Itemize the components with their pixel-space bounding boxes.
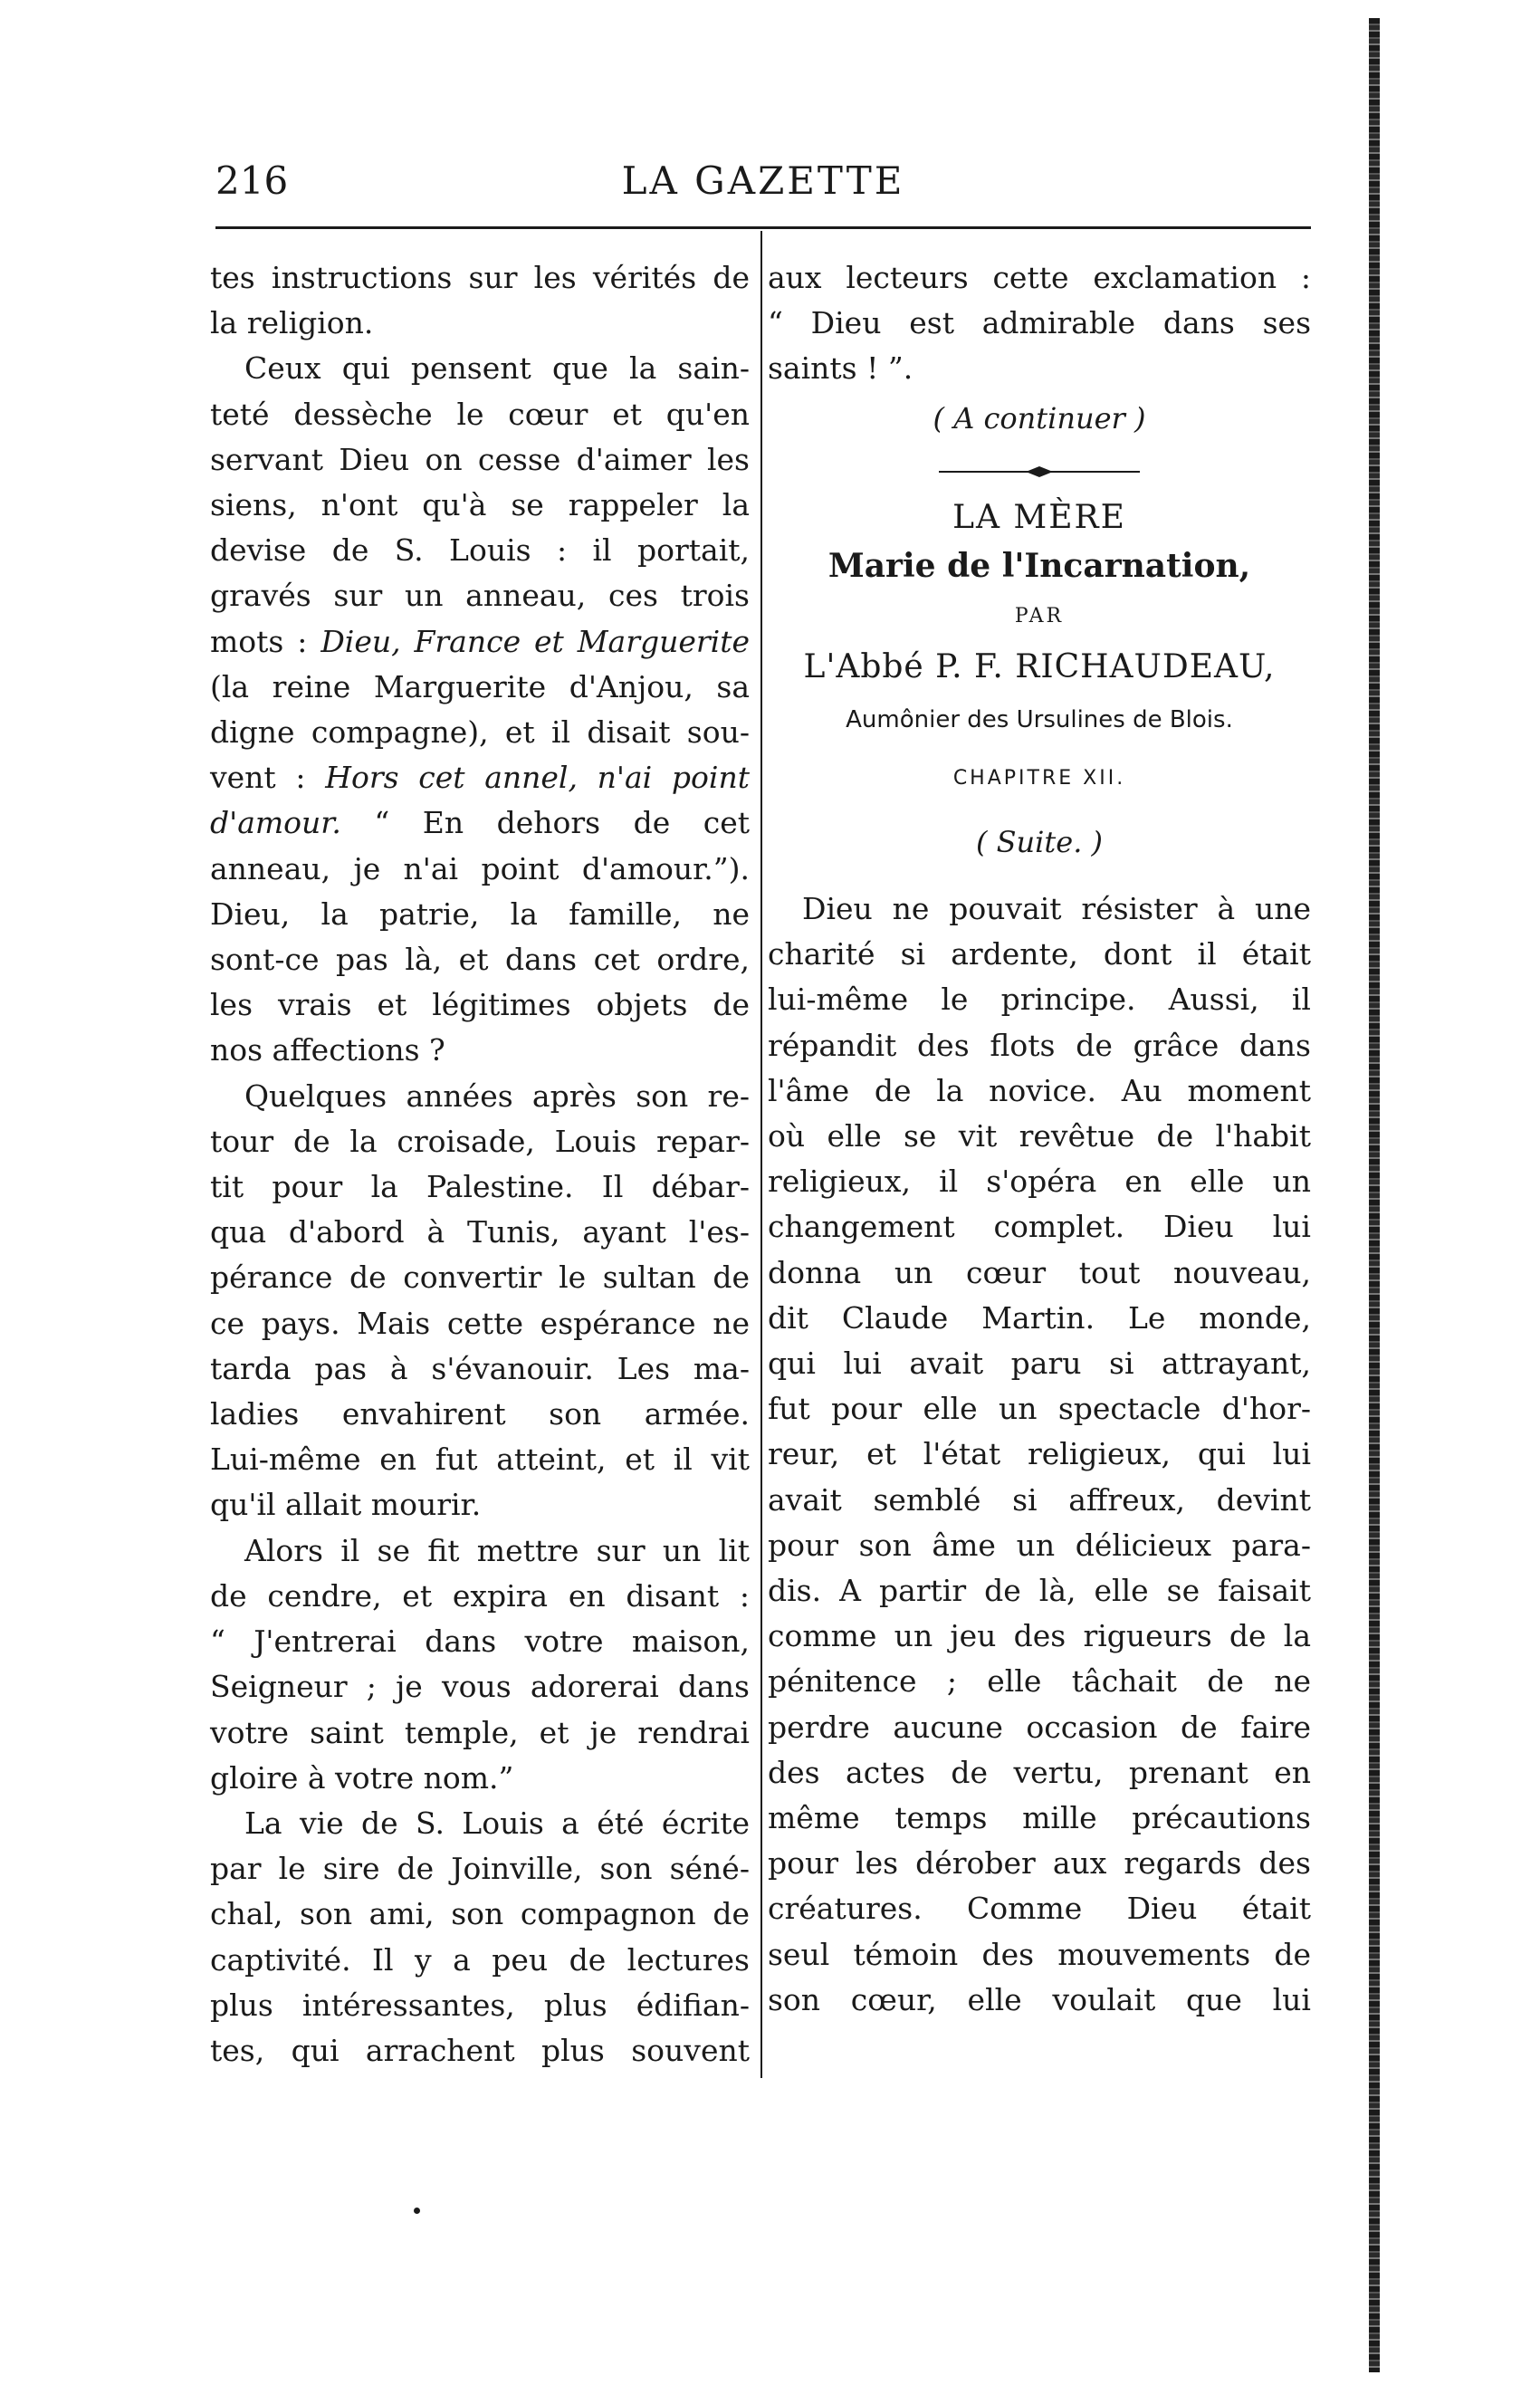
article-subtitle: Marie de l'Incarnation, xyxy=(827,547,1251,586)
text-line: siens, n'ont qu'à se rappeler la xyxy=(210,487,750,523)
text-line: répandit des flots de grâce dans xyxy=(768,1027,1311,1063)
running-title: LA GAZETTE xyxy=(621,158,905,203)
article-title: LA MÈRE xyxy=(952,498,1126,536)
text-line: qua d'abord à Tunis, ayant l'es- xyxy=(210,1214,750,1250)
chapter-heading: CHAPITRE XII. xyxy=(952,767,1126,790)
text-line: dis. A partir de là, elle se faisait xyxy=(768,1573,1311,1609)
text-line: fut pour elle un spectacle d'hor- xyxy=(768,1391,1311,1427)
text-run: mots : xyxy=(210,623,321,659)
text-line: reur, et l'état religieux, qui lui xyxy=(768,1436,1311,1472)
italic-motto: Dieu, France et Marguerite xyxy=(320,623,750,659)
page-edge-binding xyxy=(1369,18,1380,2372)
text-line: comme un jeu des rigueurs de la xyxy=(768,1618,1311,1654)
text-line: changement complet. Dieu lui xyxy=(768,1209,1311,1245)
text-line: tes instructions sur les vérités de xyxy=(210,260,750,295)
text-line: digne compagne), et il disait sou- xyxy=(210,714,750,751)
text-line: pénitence ; elle tâchait de ne xyxy=(768,1663,1311,1700)
text-line: Lui-même en fut atteint, et il vit xyxy=(210,1442,750,1478)
text-line: La vie de S. Louis a été écrite xyxy=(244,1805,750,1841)
right-column xyxy=(768,255,1311,2023)
par-label: PAR xyxy=(1014,605,1065,628)
italic-quote: d'amour. xyxy=(210,805,341,841)
text-line: des actes de vertu, prenant en xyxy=(768,1754,1311,1790)
continue-label: ( A continuer ) xyxy=(933,400,1146,436)
text-line: chal, son ami, son compagnon de xyxy=(210,1896,750,1932)
text-line: qu'il allait mourir. xyxy=(210,1487,482,1523)
text-line: gravés sur un anneau, ces trois xyxy=(210,578,750,614)
author-name: L'Abbé P. F. RICHAUDEAU, xyxy=(803,648,1276,686)
text-line: charité si ardente, dont il était xyxy=(768,936,1311,972)
text-line: Quelques années après son re- xyxy=(244,1078,750,1114)
author-role: Aumônier des Ursulines de Blois. xyxy=(846,706,1233,734)
ornament-rule xyxy=(935,454,1143,490)
text-line xyxy=(210,619,750,665)
text-line: qui lui avait paru si attrayant, xyxy=(768,1346,1311,1382)
text-line: nos affections ? xyxy=(210,1032,445,1068)
text-line: perdre aucune occasion de faire xyxy=(768,1709,1311,1745)
text-line: pérance de convertir le sultan de xyxy=(210,1260,750,1296)
text-line: servant Dieu on cesse d'aimer les xyxy=(210,441,750,477)
text-line: sont-ce pas là, et dans cet ordre, xyxy=(210,942,750,978)
text-line: l'âme de la novice. Au moment xyxy=(768,1072,1311,1108)
paragraph xyxy=(210,255,750,346)
text-line: même temps mille précautions xyxy=(768,1800,1311,1836)
text-line: Alors il se fit mettre sur un lit xyxy=(244,1532,750,1568)
page-number: 216 xyxy=(215,158,289,203)
paragraph xyxy=(210,1074,750,1528)
text-line: tour de la croisade, Louis repar- xyxy=(210,1123,750,1159)
left-column xyxy=(210,255,750,2074)
text-line: anneau, je n'ai point d'amour.”). xyxy=(210,850,750,886)
text-line: devise de S. Louis : il portait, xyxy=(210,532,750,569)
column-divider xyxy=(760,231,762,2078)
text-line: aux lecteurs cette exclamation : xyxy=(768,260,1311,295)
text-line xyxy=(210,755,750,800)
text-line: captivité. Il y a peu de lectures xyxy=(210,1941,750,1978)
italic-quote: Hors cet annel, n'ai point xyxy=(325,760,750,796)
text-line: Dieu, la patrie, la famille, ne xyxy=(210,896,750,932)
text-run: “ En dehors de cet xyxy=(340,805,750,841)
text-line: tit pour la Palestine. Il débar- xyxy=(210,1169,750,1205)
text-line: la religion. xyxy=(210,305,374,341)
paragraph xyxy=(210,1528,750,1801)
text-line: de cendre, et expira en disant : xyxy=(210,1577,750,1614)
text-line: tarda pas à s'évanouir. Les ma- xyxy=(210,1350,750,1386)
text-line: où elle se vit revêtue de l'habit xyxy=(768,1118,1311,1154)
text-line: Dieu ne pouvait résister à une xyxy=(802,891,1311,927)
text-line: teté dessèche le cœur et qu'en xyxy=(210,396,750,432)
suite-label: ( Suite. ) xyxy=(975,825,1104,860)
text-line: religieux, il s'opéra en elle un xyxy=(768,1164,1311,1200)
text-line: votre saint temple, et je rendrai xyxy=(210,1714,750,1750)
text-line: créatures. Comme Dieu était xyxy=(768,1891,1311,1927)
text-line: gloire à votre nom.” xyxy=(210,1759,514,1796)
text-line: ce pays. Mais cette espérance ne xyxy=(210,1305,750,1341)
text-line: les vrais et légitimes objets de xyxy=(210,987,750,1023)
text-line: pour son âme un délicieux para- xyxy=(768,1527,1311,1563)
print-speck xyxy=(414,2208,420,2214)
text-line: avait semblé si affreux, devint xyxy=(768,1481,1311,1518)
text-line: plus intéressantes, plus édifian- xyxy=(210,1987,750,2023)
text-line: tes, qui arrachent plus souvent xyxy=(210,2032,750,2068)
header-rule xyxy=(215,226,1311,229)
text-line: donna un cœur tout nouveau, xyxy=(768,1254,1311,1290)
text-line: seul témoin des mouvements de xyxy=(768,1936,1311,1972)
text-line: “ Dieu est admirable dans ses xyxy=(768,305,1311,341)
text-line: lui-même le principe. Aussi, il xyxy=(768,982,1311,1018)
text-line: Seigneur ; je vous adorerai dans xyxy=(210,1669,750,1705)
text-line: saints ! ”. xyxy=(768,350,913,387)
text-line xyxy=(210,800,750,846)
text-line: par le sire de Joinville, son séné- xyxy=(210,1851,750,1887)
paragraph xyxy=(210,1801,750,2074)
text-run: vent : xyxy=(210,760,326,796)
text-line: son cœur, elle voulait que lui xyxy=(768,1981,1311,2017)
paragraph xyxy=(210,346,750,1073)
text-line: Ceux qui pensent que la sain- xyxy=(244,350,750,387)
text-line: pour les dérober aux regards des xyxy=(768,1845,1311,1882)
text-line: dit Claude Martin. Le monde, xyxy=(768,1299,1311,1336)
page-header xyxy=(215,158,1311,213)
text-line: (la reine Marguerite d'Anjou, sa xyxy=(210,668,750,704)
text-line: ladies envahirent son armée. xyxy=(210,1396,750,1432)
text-line: “ J'entrerai dans votre maison, xyxy=(210,1624,750,1660)
paragraph xyxy=(768,886,1311,2023)
